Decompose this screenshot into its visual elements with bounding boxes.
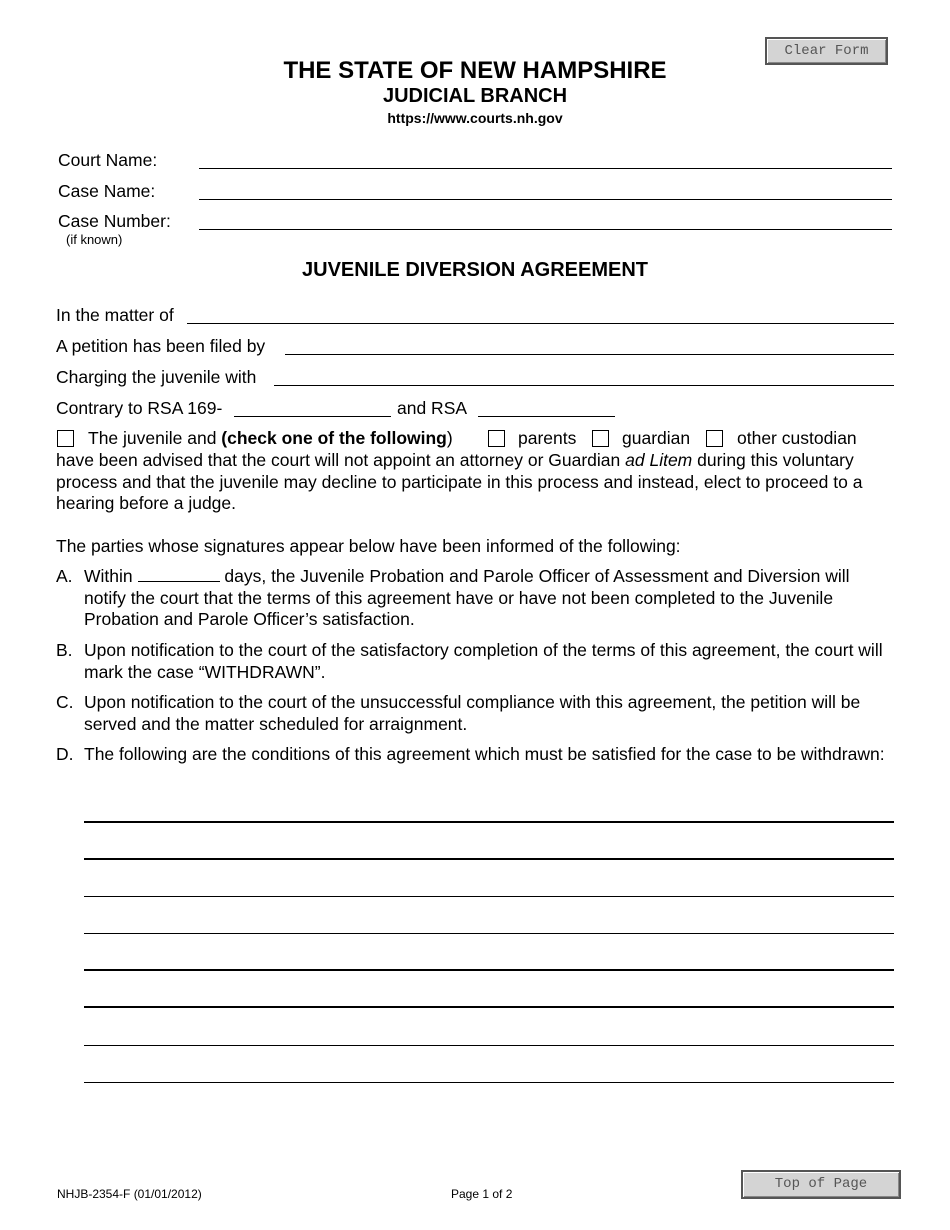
item-b-letter: B. xyxy=(56,640,73,660)
item-b xyxy=(56,640,896,683)
case-name-field[interactable] xyxy=(199,199,892,200)
if-known-note: (if known) xyxy=(66,232,123,247)
item-d-text: The following are the conditions of this agreement which must be satisfied for the case to be withdrawn: xyxy=(84,744,885,764)
other-custodian-label: other custodian xyxy=(737,428,857,448)
ad-litem-text: ad Litem xyxy=(625,450,693,470)
page-number: Page 1 of 2 xyxy=(451,1187,513,1201)
condition-line-3[interactable] xyxy=(84,896,894,897)
rsa-field[interactable] xyxy=(478,416,615,417)
parents-checkbox[interactable] xyxy=(488,430,505,447)
case-number-field[interactable] xyxy=(199,229,892,230)
guardian-checkbox[interactable] xyxy=(592,430,609,447)
juvenile-and-text: The juvenile and xyxy=(88,428,217,448)
condition-line-4[interactable] xyxy=(84,933,894,934)
form-id: NHJB-2354-F (01/01/2012) xyxy=(57,1187,202,1201)
condition-line-6[interactable] xyxy=(84,1006,894,1008)
condition-line-8[interactable] xyxy=(84,1082,894,1083)
form-title: JUVENILE DIVERSION AGREEMENT xyxy=(302,259,648,281)
informed-intro: The parties whose signatures appear below have been informed of the following: xyxy=(56,536,681,556)
branch-title: JUDICIAL BRANCH xyxy=(382,85,568,107)
clear-form-button[interactable]: Clear Form xyxy=(765,37,888,65)
item-c-letter: C. xyxy=(56,692,74,712)
check-one-text: (check one of the following xyxy=(221,428,447,448)
courts-url: https://www.courts.nh.gov xyxy=(387,110,563,126)
item-a-letter: A. xyxy=(56,566,73,586)
matter-of-field[interactable] xyxy=(187,323,894,324)
advisement-text-1: have been advised that the court will not appoint an attorney or Guardian xyxy=(56,450,621,470)
charging-field[interactable] xyxy=(274,385,894,386)
contrary-rsa-label: Contrary to RSA 169- xyxy=(56,398,223,418)
item-d xyxy=(56,744,896,766)
condition-line-5[interactable] xyxy=(84,969,894,971)
condition-line-1[interactable] xyxy=(84,821,894,823)
days-field[interactable] xyxy=(138,567,220,582)
charging-label: Charging the juvenile with xyxy=(56,367,257,387)
item-a-text: days, the Juvenile Probation and Parole Officer of Assessment and Diversion will notify the court that the terms of this agreement have or have not been completed to the Juvenile Probation and Parole Officer’s satisfaction. xyxy=(84,566,850,629)
item-d-letter: D. xyxy=(56,744,74,764)
matter-of-label: In the matter of xyxy=(56,305,174,325)
condition-line-2[interactable] xyxy=(84,858,894,860)
advisement-text-2: during this voluntary process and that the juvenile may decline to participate in this process and instead, elect to proceed to a hearing before a judge. xyxy=(56,450,863,513)
petition-filed-label: A petition has been filed by xyxy=(56,336,266,356)
rsa-169-field[interactable] xyxy=(234,416,391,417)
petition-filed-field[interactable] xyxy=(285,354,894,355)
item-a-within: Within xyxy=(84,566,133,586)
case-name-label: Case Name: xyxy=(58,181,156,201)
advised-checkbox[interactable] xyxy=(57,430,74,447)
court-name-field[interactable] xyxy=(199,168,892,169)
advisement-paragraph xyxy=(56,450,901,515)
juvenile-and-label xyxy=(88,428,453,449)
and-rsa-label: and RSA xyxy=(397,398,468,418)
close-paren: ) xyxy=(446,428,453,448)
item-c-text: Upon notification to the court of the unsuccessful compliance with this agreement, the petition will be served and the matter scheduled for arraignment. xyxy=(84,692,861,734)
court-name-label: Court Name: xyxy=(58,150,158,170)
condition-line-7[interactable] xyxy=(84,1045,894,1046)
item-b-text: Upon notification to the court of the satisfactory completion of the terms of this agreement, the court will mark the case “WITHDRAWN”. xyxy=(84,640,883,682)
item-a xyxy=(56,566,896,631)
other-custodian-checkbox[interactable] xyxy=(706,430,723,447)
guardian-label: guardian xyxy=(622,428,691,448)
top-of-page-button[interactable]: Top of Page xyxy=(741,1170,901,1199)
item-c xyxy=(56,692,896,735)
case-number-label: Case Number: xyxy=(58,211,171,231)
parents-label: parents xyxy=(518,428,577,448)
state-title: THE STATE OF NEW HAMPSHIRE xyxy=(283,57,667,84)
